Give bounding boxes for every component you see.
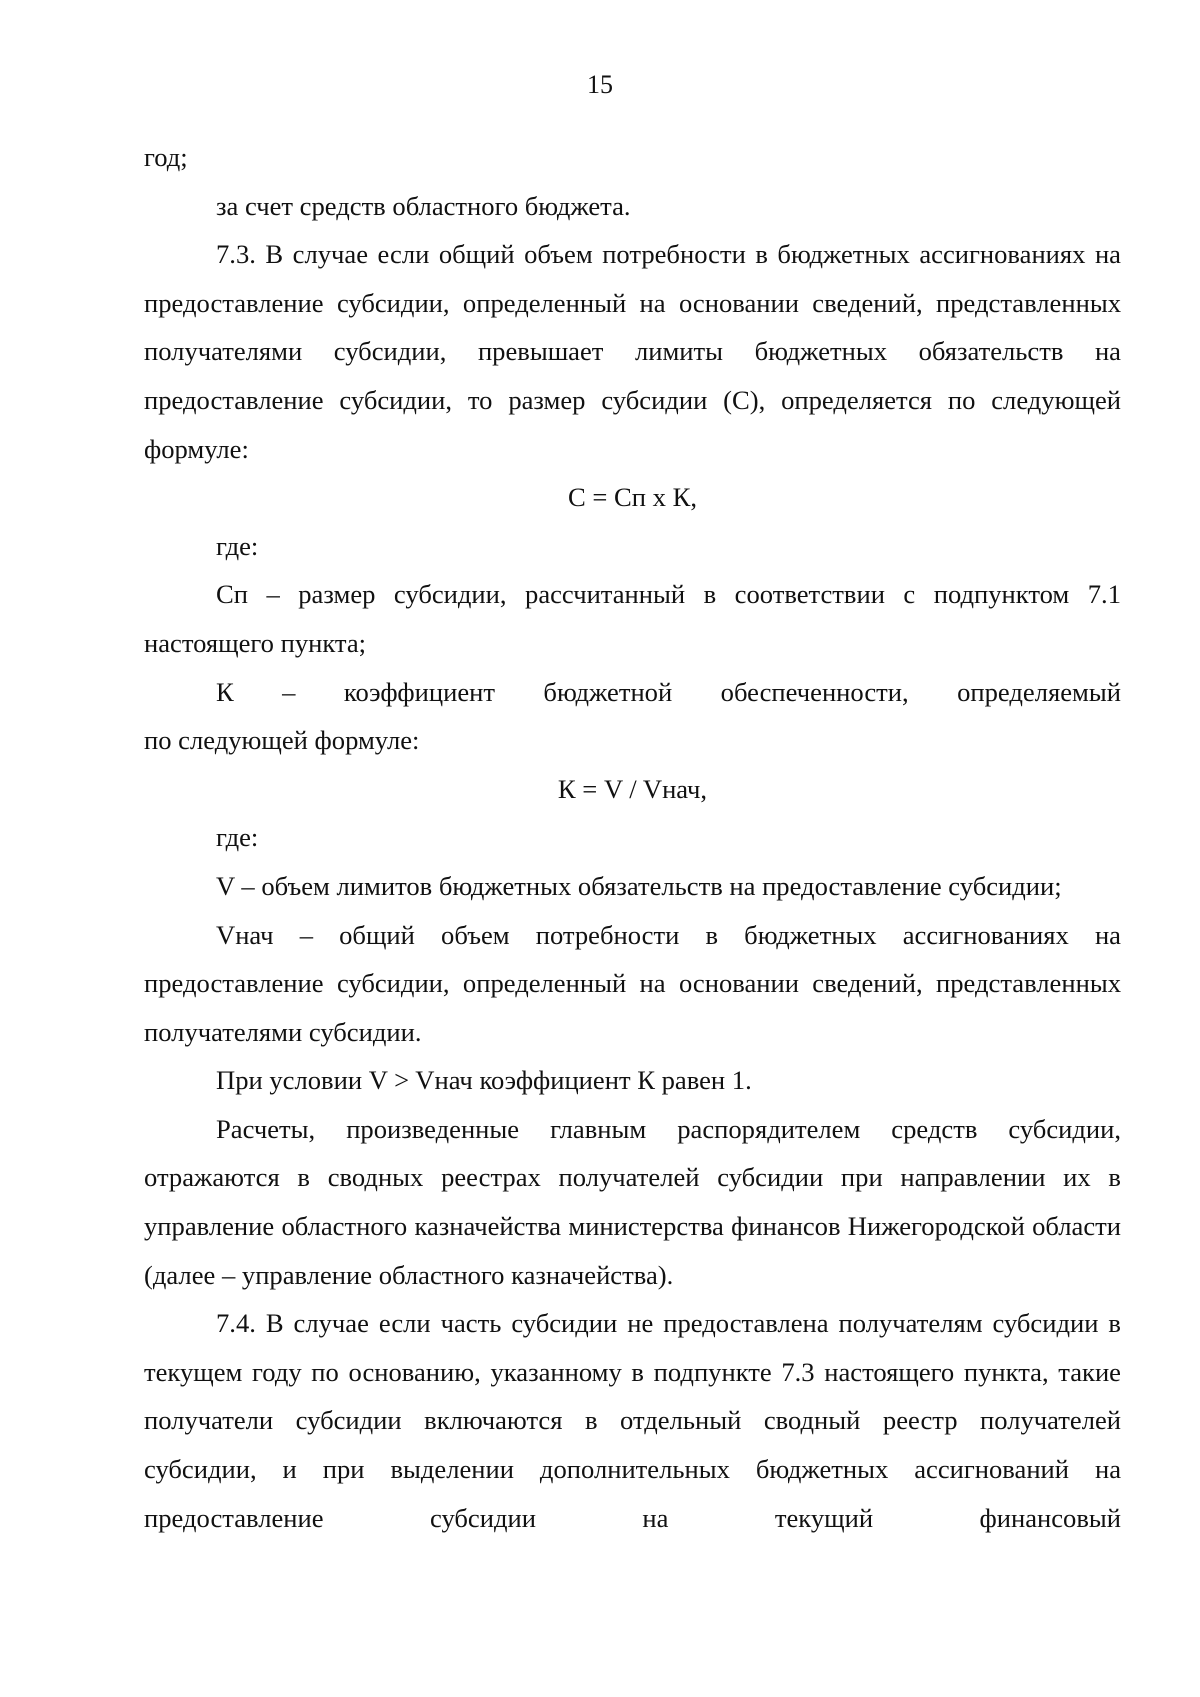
paragraph-7-4: 7.4. В случае если часть субсидии не предоставлена получателям субсидии в текущем году по основанию, указанному в подпункте 7.3 настоящего пункта, такие получатели субсидии включаются в отдельный сводный реестр получателей субсидии, и при выделении дополнительных бюджетных ассигнований на предоставление субсидии на текущий финансовый — [144, 1308, 1121, 1533]
where-label-1: где: — [216, 530, 259, 561]
definition-k-word: бюджетной — [543, 676, 673, 707]
paragraph-funding-source: за счет средств областного бюджета. — [216, 190, 631, 221]
definition-k-tail: по следующей формуле: — [144, 725, 420, 756]
formula-subsidy-size: С = Сп х К, — [568, 482, 697, 513]
where-label-2: где: — [216, 822, 259, 853]
definition-vnach: Vнач – общий объем потребности в бюджетных ассигнованиях на предоставление субсидии, определенный на основании сведений, представленных получателями субсидии. — [144, 919, 1121, 1047]
page-number: 15 — [587, 70, 613, 99]
definition-k-word: – — [282, 676, 296, 707]
definition-v: V – объем лимитов бюджетных обязательств на предоставление субсидии; — [216, 870, 1062, 901]
definition-cp: Сп – размер субсидии, рассчитанный в соответствии с подпунктом 7.1 настоящего пункта; — [144, 579, 1121, 658]
definition-k-line — [144, 668, 1121, 717]
formula-coefficient: К = V / Vнач, — [557, 773, 708, 804]
paragraph-7-3: 7.3. В случае если общий объем потребности в бюджетных ассигнованиях на предоставление субсидии, определенный на основании сведений, представленных получателями субсидии, превышает лимиты бюджетных обязательств на предоставление субсидии, то размер субсидии (С), определяется по следующей формуле: — [144, 239, 1121, 464]
paragraph-year-fragment: год; — [144, 142, 188, 172]
definition-k-word: К — [216, 676, 234, 707]
paragraph-condition: При условии V > Vнач коэффициент К равен 1. — [216, 1065, 752, 1096]
definition-k-word: определяемый — [957, 676, 1121, 707]
definition-k-word: обеспеченности, — [720, 676, 909, 707]
document-body — [144, 133, 1121, 1542]
paragraph-calculations: Расчеты, произведенные главным распорядителем средств субсидии, отражаются в сводных реестрах получателей субсидии при направлении их в управление областного казначейства министерства финансов Нижегородской области (далее – управление областного казначейства). — [144, 1113, 1121, 1290]
definition-k-word: коэффициент — [343, 676, 495, 707]
